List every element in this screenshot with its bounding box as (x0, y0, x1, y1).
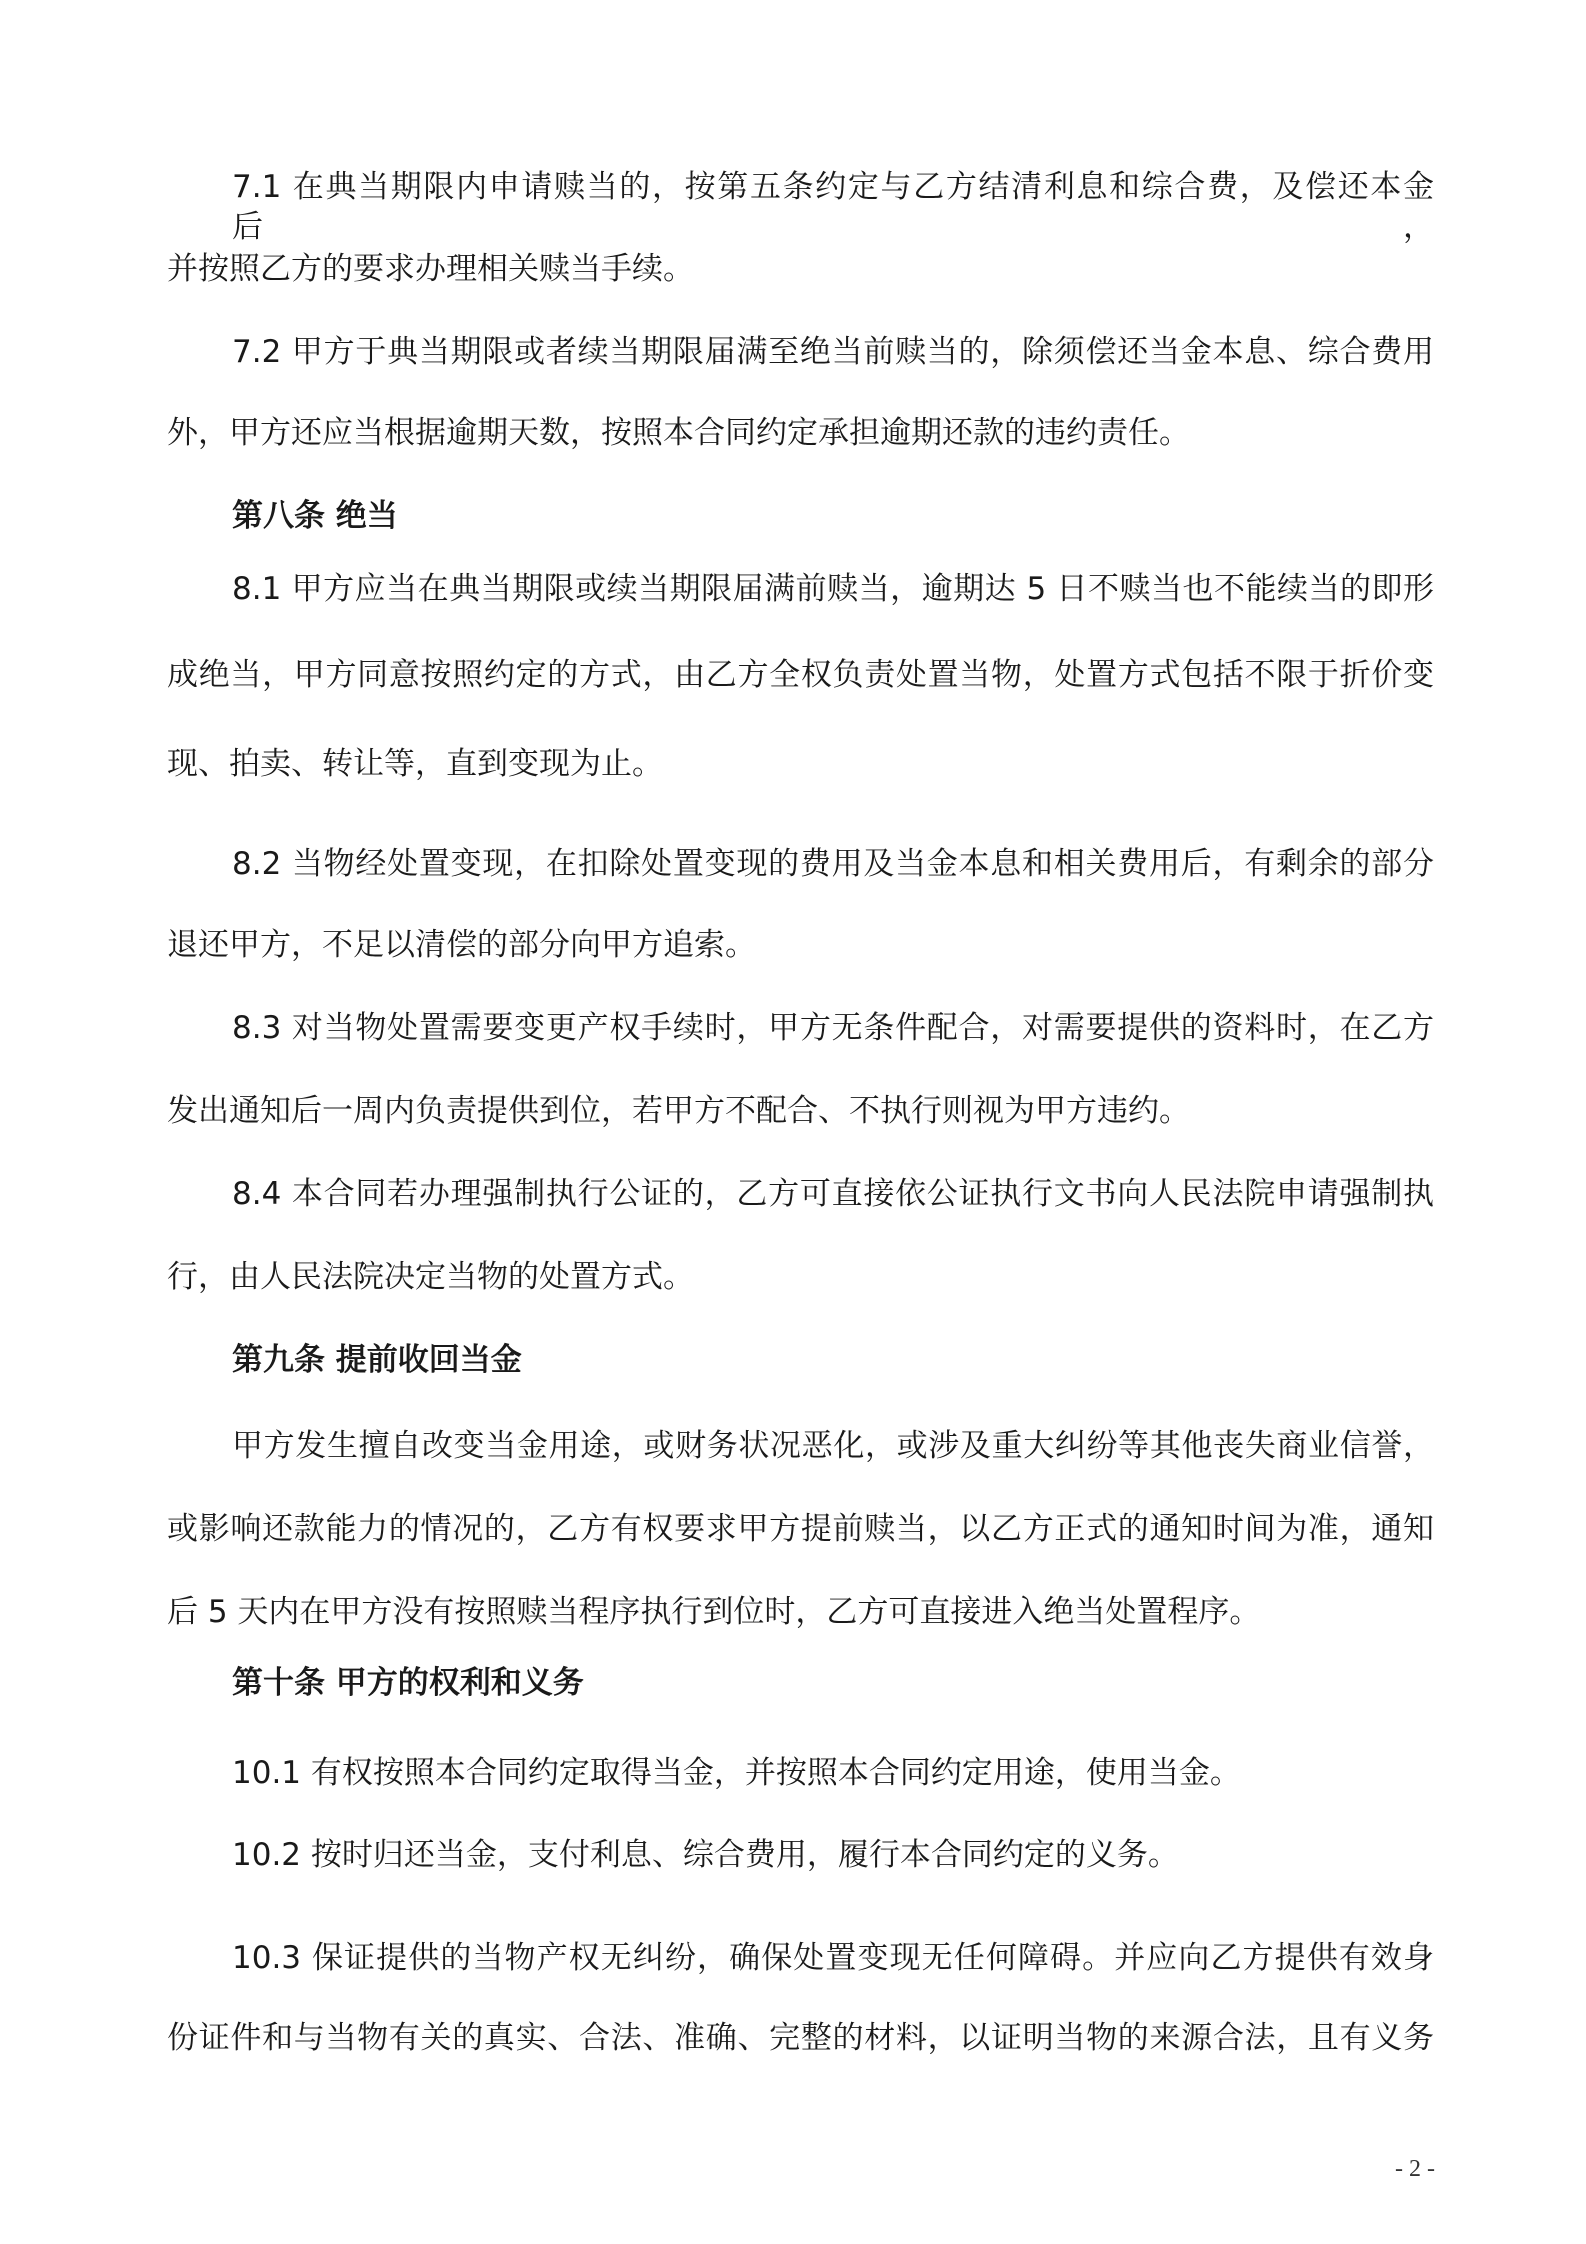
text-line: 7.1 在典当期限内申请赎当的，按第五条约定与乙方结清利息和综合费，及偿还本金后， (232, 169, 1434, 245)
section-heading: 第九条 提前收回当金 (232, 1342, 522, 1378)
text-line: 并按照乙方的要求办理相关赎当手续。 (167, 251, 694, 287)
section-heading: 第八条 绝当 (232, 498, 398, 534)
text-line: 8.2 当物经处置变现，在扣除处置变现的费用及当金本息和相关费用后，有剩余的部分 (232, 846, 1434, 882)
text-line: 退还甲方，不足以清偿的部分向甲方追索。 (167, 927, 756, 963)
text-line: 外，甲方还应当根据逾期天数，按照本合同约定承担逾期还款的违约责任。 (167, 415, 1190, 451)
page-number: - 2 - (1395, 2156, 1435, 2182)
text-line: 成绝当，甲方同意按照约定的方式，由乙方全权负责处置当物，处置方式包括不限于折价变 (167, 657, 1434, 693)
text-line: 发出通知后一周内负责提供到位，若甲方不配合、不执行则视为甲方违约。 (167, 1093, 1190, 1129)
text-line: 10.3 保证提供的当物产权无纠纷，确保处置变现无任何障碍。并应向乙方提供有效身 (232, 1940, 1434, 1976)
text-line: 甲方发生擅自改变当金用途，或财务状况恶化，或涉及重大纠纷等其他丧失商业信誉， (232, 1428, 1434, 1464)
text-line: 后 5 天内在甲方没有按照赎当程序执行到位时，乙方可直接进入绝当处置程序。 (167, 1594, 1261, 1630)
text-line: 7.2 甲方于典当期限或者续当期限届满至绝当前赎当的，除须偿还当金本息、综合费用 (232, 334, 1434, 370)
text-line: 10.1 有权按照本合同约定取得当金，并按照本合同约定用途，使用当金。 (232, 1755, 1241, 1791)
text-line: 现、拍卖、转让等，直到变现为止。 (167, 746, 663, 782)
text-line: 份证件和与当物有关的真实、合法、准确、完整的材料，以证明当物的来源合法，且有义务 (167, 2020, 1434, 2056)
text-line: 8.4 本合同若办理强制执行公证的，乙方可直接依公证执行文书向人民法院申请强制执 (232, 1176, 1434, 1212)
text-line: 或影响还款能力的情况的，乙方有权要求甲方提前赎当，以乙方正式的通知时间为准，通知 (167, 1511, 1434, 1547)
section-heading: 第十条 甲方的权利和义务 (232, 1665, 584, 1701)
text-line: 8.3 对当物处置需要变更产权手续时，甲方无条件配合，对需要提供的资料时，在乙方 (232, 1010, 1434, 1046)
text-line: 行，由人民法院决定当物的处置方式。 (167, 1259, 694, 1295)
text-line: 10.2 按时归还当金，支付利息、综合费用，履行本合同约定的义务。 (232, 1837, 1179, 1873)
text-line: 8.1 甲方应当在典当期限或续当期限届满前赎当，逾期达 5 日不赎当也不能续当的即形 (232, 571, 1434, 607)
